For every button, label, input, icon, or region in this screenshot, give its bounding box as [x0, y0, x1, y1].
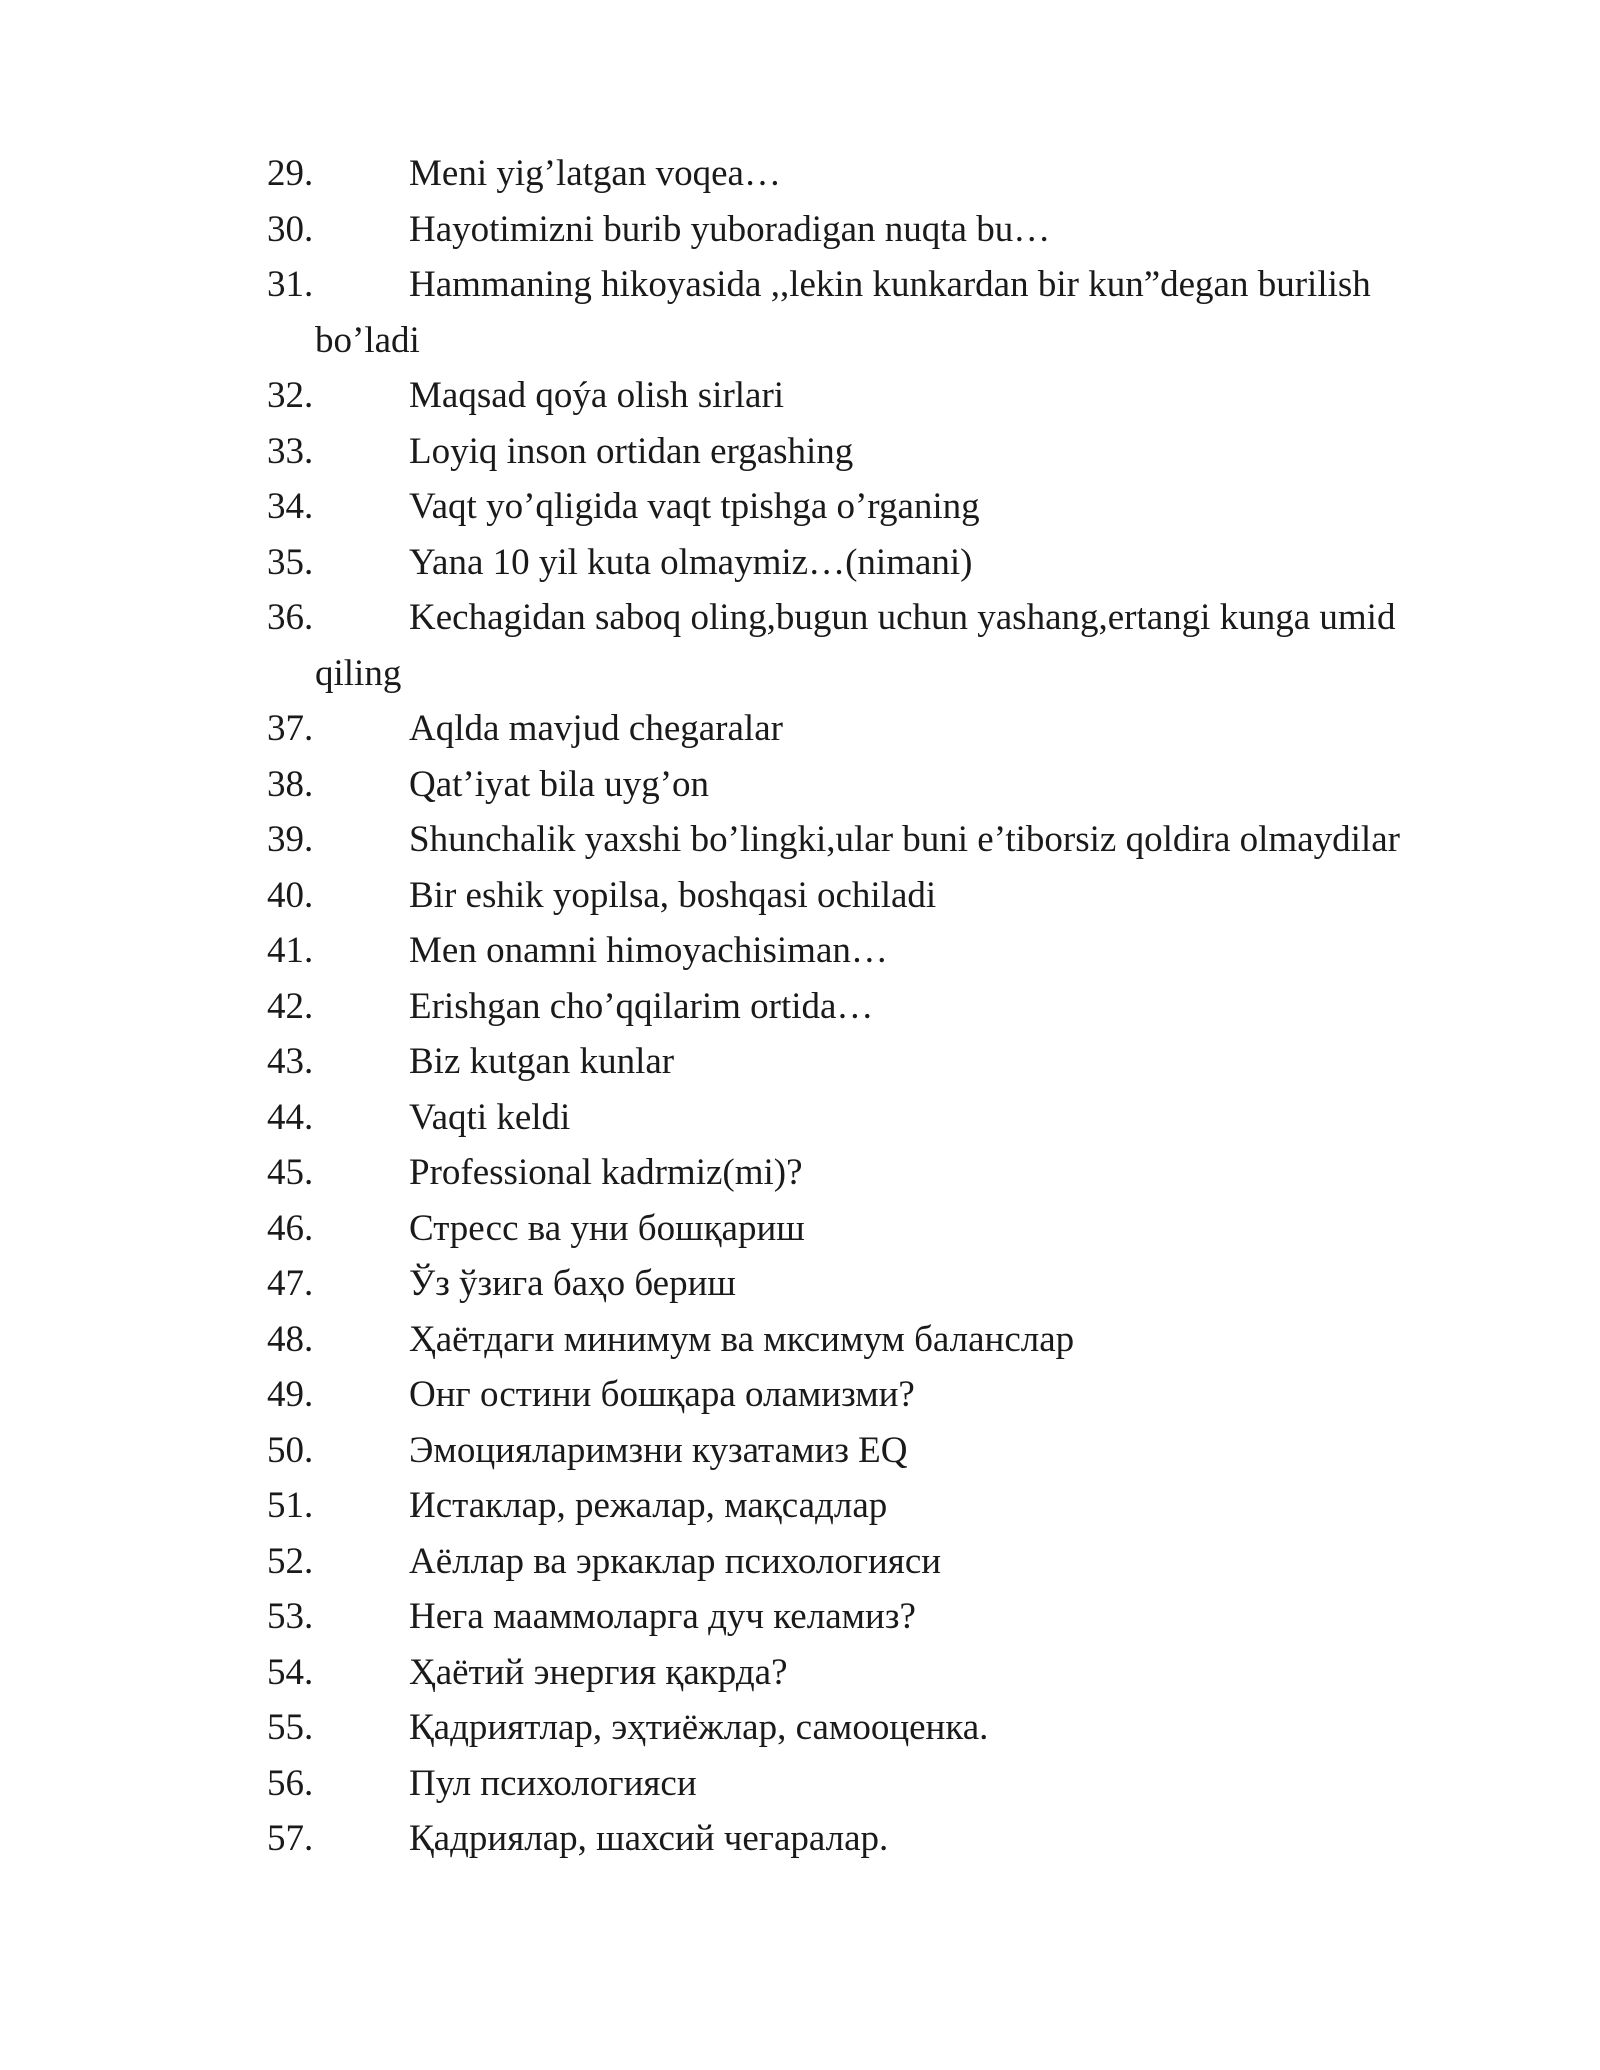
- item-number: 47.: [267, 1263, 314, 1304]
- item-text: Hammaning hikoyasida ,,lekin kunkardan bir kun”degan burilish bo’ladi: [315, 264, 1371, 361]
- item-text: Aqlda mavjud chegaralar: [409, 708, 783, 749]
- item-number: 44.: [267, 1096, 314, 1138]
- list-item: [267, 1201, 1447, 1257]
- item-text: Yana 10 yil kuta olmaymiz…(nimani): [409, 541, 973, 583]
- item-text: Professional kadrmiz(mi)?: [409, 1152, 803, 1193]
- list-item: [267, 202, 1447, 258]
- item-number: 41.: [267, 930, 314, 971]
- list-item: [267, 757, 1447, 813]
- list-item: [267, 1645, 1447, 1701]
- item-text: Bir eshik yopilsa, boshqasi ochiladi: [409, 874, 937, 916]
- item-text: Аёллар ва эркаклар психологияси: [409, 1540, 942, 1582]
- item-number: 56.: [267, 1762, 314, 1804]
- list-item: [267, 1090, 1447, 1146]
- list-item: [267, 479, 1447, 535]
- item-number: 39.: [267, 819, 314, 860]
- item-text: Пул психологияси: [409, 1762, 697, 1804]
- item-number: 29.: [267, 153, 314, 194]
- item-text: Нега мааммоларга дуч келамиз?: [409, 1596, 916, 1637]
- list-item: [267, 923, 1447, 979]
- item-number: 51.: [267, 1485, 314, 1526]
- list-item: [267, 979, 1447, 1035]
- item-number: 50.: [267, 1429, 314, 1471]
- list-item: [267, 424, 1447, 480]
- list-item: [267, 1034, 1447, 1090]
- list-item: [267, 1367, 1447, 1423]
- item-number: 45.: [267, 1152, 314, 1193]
- list-item: [267, 812, 1447, 868]
- list-item: [267, 1256, 1447, 1312]
- item-text: Ҳаётдаги минимум ва мксимум баланслар: [409, 1318, 1075, 1360]
- item-text: Онг остини бошқара оламизми?: [409, 1374, 915, 1415]
- item-number: 42.: [267, 985, 314, 1027]
- item-text: Vaqt yo’qligida vaqt tpishga o’rganing: [409, 486, 980, 527]
- item-text: Kechagidan saboq oling,bugun uchun yashang,ertangi kunga umid qiling: [315, 597, 1396, 694]
- list-item: [267, 1811, 1447, 1867]
- item-text: Maqsad qoýa olish sirlari: [409, 375, 785, 416]
- item-number: 46.: [267, 1207, 314, 1249]
- item-number: 40.: [267, 874, 314, 916]
- item-number: 37.: [267, 708, 314, 749]
- item-text: Men onamni himoyachisiman…: [409, 930, 888, 971]
- item-number: 53.: [267, 1596, 314, 1637]
- item-text: Ҳаётий энергия қакрда?: [409, 1651, 788, 1693]
- item-number: 55.: [267, 1707, 314, 1748]
- item-text: Meni yig’latgan voqea…: [409, 153, 781, 194]
- item-text: Shunchalik yaxshi bo’lingki,ular buni e’tiborsiz qoldira olmaydilar: [409, 819, 1400, 860]
- item-text: Истаклар, режалар, мақсадлар: [409, 1485, 888, 1526]
- item-text: Қадриятлар, эҳтиёжлар, самооценка.: [409, 1707, 989, 1748]
- item-text: Qat’iyat bila uyg’on: [409, 763, 710, 805]
- item-text: Эмоцияларимзни кузатамиз EQ: [409, 1429, 908, 1471]
- item-number: 54.: [267, 1651, 314, 1693]
- list-item: [267, 1700, 1447, 1756]
- list-item: [267, 1534, 1447, 1590]
- list-item: [267, 1478, 1447, 1534]
- item-number: 48.: [267, 1318, 314, 1360]
- item-text: Biz kutgan kunlar: [409, 1041, 675, 1082]
- item-number: 49.: [267, 1374, 314, 1415]
- item-number: 32.: [267, 375, 314, 416]
- list-item: [267, 1423, 1447, 1479]
- item-number: 36.: [267, 597, 314, 638]
- item-text: Ўз ўзига баҳо бериш: [409, 1263, 736, 1304]
- item-number: 52.: [267, 1540, 314, 1582]
- list-item: [267, 868, 1447, 924]
- item-text: Loyiq inson ortidan ergashing: [409, 430, 854, 472]
- list-item: [267, 1589, 1447, 1645]
- item-number: 35.: [267, 541, 314, 583]
- item-number: 38.: [267, 763, 314, 805]
- list-item: [267, 368, 1447, 424]
- list-item: [267, 1145, 1447, 1201]
- list-item: [267, 1756, 1447, 1812]
- item-text: Hayotimizni burib yuboradigan nuqta bu…: [409, 208, 1051, 250]
- item-text: Стресс ва уни бошқариш: [409, 1207, 805, 1249]
- list-item: [267, 257, 1447, 368]
- list-item: [267, 146, 1447, 202]
- item-number: 30.: [267, 208, 314, 250]
- item-number: 57.: [267, 1818, 314, 1859]
- list-item: [267, 535, 1447, 591]
- numbered-list: [267, 146, 1447, 1867]
- list-item: [267, 701, 1447, 757]
- item-number: 34.: [267, 486, 314, 527]
- list-item: [267, 1312, 1447, 1368]
- item-text: Қадриялар, шахсий чегаралар.: [409, 1818, 889, 1859]
- item-text: Vaqti keldi: [409, 1096, 571, 1138]
- item-text: Erishgan cho’qqilarim ortida…: [409, 985, 874, 1027]
- item-number: 33.: [267, 430, 314, 472]
- list-item: [267, 590, 1447, 701]
- item-number: 43.: [267, 1041, 314, 1082]
- item-number: 31.: [267, 264, 314, 305]
